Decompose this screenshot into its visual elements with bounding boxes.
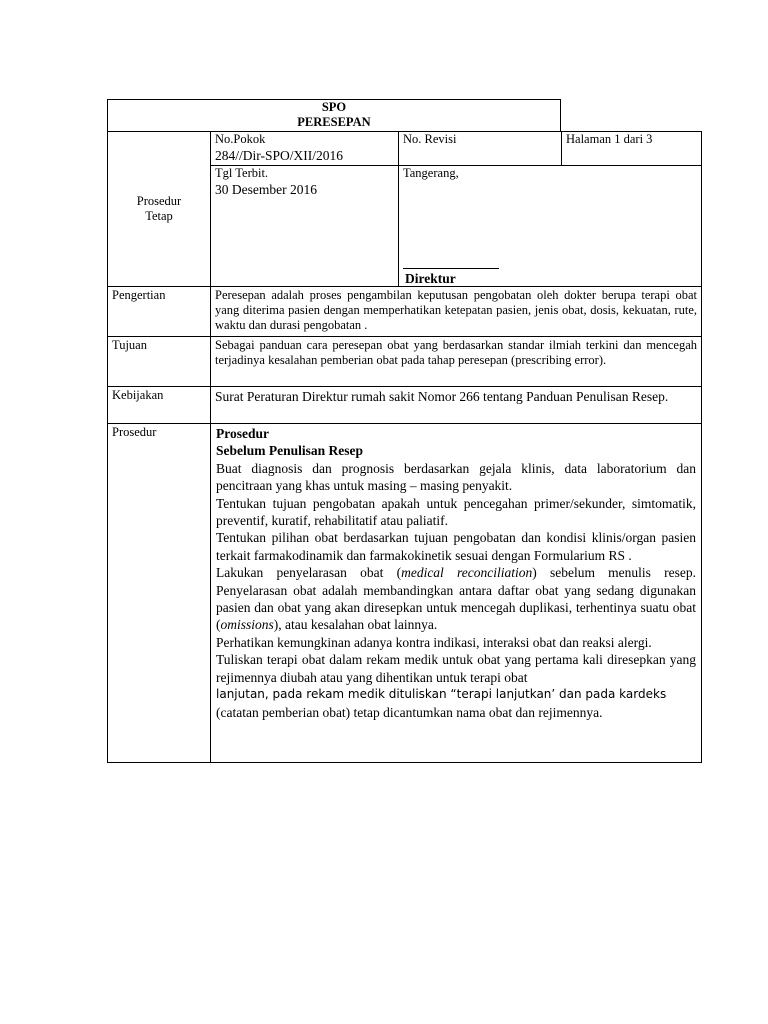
signature-cell <box>398 165 702 287</box>
tgl-terbit-value: 30 Desember 2016 <box>215 182 317 197</box>
step-4-end: ), atau kesalahan obat lainnya. <box>273 617 438 633</box>
pengertian-label-cell <box>107 286 211 337</box>
step-4-italic: medical reconciliation <box>401 565 533 581</box>
halaman-cell <box>561 131 702 166</box>
prosedur-subheading: Sebelum Penulisan Resep <box>216 443 364 459</box>
no-revisi-cell <box>398 131 562 166</box>
prosedur-step-6: Tuliskan terapi obat dalam rekam medik untuk obat yang pertama kali diresepkan yang rejimennya diubah atau yang dihentikan untuk terapi obat <box>216 652 696 685</box>
prosedur-step-4 <box>216 564 696 634</box>
prosedur-label: Prosedur <box>112 425 157 439</box>
kebijakan-text-cell <box>210 386 702 424</box>
prosedur-step-1: Buat diagnosis dan prognosis berdasarkan gejala klinis, data laboratorium dan pencitraan yang khas untuk masing – masing penyakit. <box>216 460 696 494</box>
prosedur-heading: Prosedur <box>216 426 269 441</box>
document-title: PERESEPAN <box>297 115 371 129</box>
prosedur-step-2: Tentukan tujuan pengobatan apakah untuk pencegahan primer/sekunder, simtomatik, preventif, kuratif, rehabilitatif atau paliatif. <box>216 495 696 529</box>
step-4-italic-2: omissions <box>220 617 274 633</box>
kebijakan-label-cell <box>107 386 211 424</box>
tgl-terbit-label: Tgl Terbit. <box>215 166 269 180</box>
pengertian-text-cell <box>210 286 702 337</box>
prosedur-step-6-sans: lanjutan, pada rekam medik dituliskan “terapi lanjutkan’ dan pada kardeks <box>216 687 667 702</box>
signature-line <box>403 268 499 269</box>
tujuan-text: Sebagai panduan cara peresepan obat yang berdasarkan standar ilmiah terkini dan mencegah terjadinya kesalahan pemberian obat pada tahap peresepan (prescribing error). <box>215 338 697 367</box>
side-label-2: Tetap <box>145 209 173 223</box>
prosedur-step-6-end: (catatan pemberian obat) tetap dicantumkan nama obat dan rejimennya. <box>216 704 603 720</box>
signatory-label: Direktur <box>405 271 456 286</box>
pengertian-label: Pengertian <box>112 288 166 302</box>
tujuan-label: Tujuan <box>112 338 147 352</box>
prosedur-text-cell <box>210 423 702 763</box>
halaman-text: Halaman 1 dari 3 <box>566 132 653 146</box>
prosedur-tetap-cell <box>107 131 211 287</box>
step-4-post: ) sebelum menulis resep. Penyelarasan obat adalah membandingkan antara daftar obat yang sedang digunakan pasien dan obat yang akan diresepkan untuk mencegah duplikasi, terhentinya suatu obat ( <box>216 565 696 633</box>
no-pokok-label: No.Pokok <box>215 132 266 146</box>
tujuan-text-cell <box>210 336 702 387</box>
step-4-pre: Lakukan penyelarasan obat ( <box>216 565 402 581</box>
no-pokok-value: 284//Dir-SPO/XII/2016 <box>215 148 343 163</box>
tgl-terbit-cell <box>210 165 399 287</box>
kebijakan-text: Surat Peraturan Direktur rumah sakit Nomor 266 tentang Panduan Penulisan Resep. <box>215 389 669 404</box>
kebijakan-label: Kebijakan <box>112 388 164 402</box>
no-revisi-label: No. Revisi <box>403 132 457 146</box>
no-pokok-cell <box>210 131 399 166</box>
spo-label: SPO <box>321 100 347 114</box>
pengertian-text: Peresepan adalah proses pengambilan keputusan pengobatan oleh dokter berupa terapi obat yang diterima pasien dengan memperhatikan ketepatan pasien, jenis obat, dosis, kekuatan, rute, waktu dan durasi pengobatan . <box>215 288 697 332</box>
prosedur-step-5: Perhatikan kemungkinan adanya kontra indikasi, interaksi obat dan reaksi alergi. <box>216 634 652 650</box>
prosedur-label-cell <box>107 423 211 763</box>
prosedur-step-3: Tentukan pilihan obat berdasarkan tujuan pengobatan dan kondisi klinis/organ pasien terkait farmakodinamik dan farmakokinetik sesuai dengan Formularium RS . <box>216 530 696 563</box>
tujuan-label-cell <box>107 336 211 387</box>
side-label-1: Prosedur <box>136 194 182 208</box>
city-label: Tangerang, <box>403 166 459 180</box>
title-cell <box>107 99 561 132</box>
